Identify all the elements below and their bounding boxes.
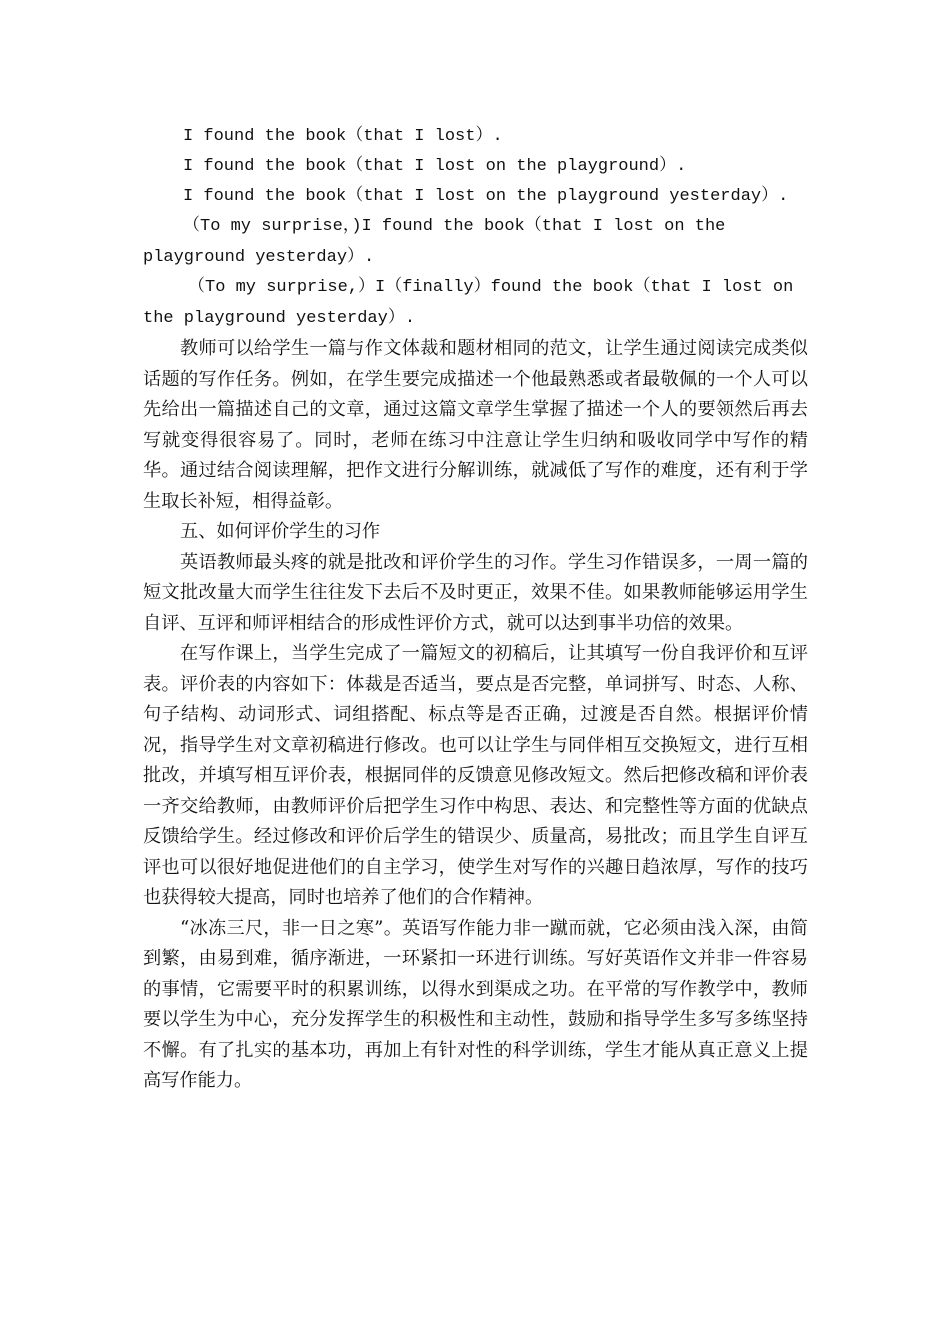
paragraph-conclusion: “冰冻三尺，非一日之寒”。英语写作能力非一蹴而就，它必须由浅入深，由简到繁，由易到难，循序渐进，一环紧扣一环进行训练。写好英语作文并非一件容易的事情，它需要平时的积累训练，以得水到渠成之功。在平常的写作教学中，教师要以学生为中心，充分发挥学生的积极性和主动性，鼓励和指导学生多写多练坚持不懈。有了扎实的基本功，再加上有针对性的科学训练，学生才能从真正意义上提高写作能力。 xyxy=(143,917,808,1091)
paragraph-model-essay: 教师可以给学生一篇与作文体裁和题材相同的范文，让学生通过阅读完成类似话题的写作任务。例如，在学生要完成描述一个他最熟悉或者最敬佩的一个人可以先给出一篇描述自己的文章，通过这篇文章学生掌握了描述一个人的要领然后再去写就变得很容易了。同时，老师在练习中注意让学生归纳和吸收同学中写作的精华。通过结合阅读理解，把作文进行分解训练，就减低了写作的难度，还有利于学生取长补短，相得益彰。 xyxy=(143,338,808,512)
example-sentence-2: I found the book（that I lost on the playground）. xyxy=(183,157,687,176)
document-body xyxy=(143,122,808,1097)
paragraph-evaluation-intro: 英语教师最头疼的就是批改和评价学生的习作。学生习作错误多，一周一篇的短文批改量大而学生往往发下去后不及时更正，效果不佳。如果教师能够运用学生自评、互评和师评相结合的形成性评价方式，就可以达到事半功倍的效果。 xyxy=(143,551,808,634)
example-sentence-4: （To my surprise，)I found the book（that I lost on the playground yesterday）. xyxy=(143,217,726,267)
section-heading-5: 五、如何评价学生的习作 xyxy=(180,521,381,542)
example-sentence-1: I found the book（that I lost）. xyxy=(183,127,503,146)
example-sentence-5: （To my surprise,）I（finally）found the book（that I lost on the playground yesterday）. xyxy=(143,278,794,328)
example-sentence-3: I found the book（that I lost on the playground yesterday）. xyxy=(183,187,789,206)
paragraph-evaluation-process: 在写作课上，当学生完成了一篇短文的初稿后，让其填写一份自我评价和互评表。评价表的内容如下：体裁是否适当，要点是否完整，单词拼写、时态、人称、句子结构、动词形式、词组搭配、标点等是否正确，过渡是否自然。根据评价情况，指导学生对文章初稿进行修改。也可以让学生与同伴相互交换短文，进行互相批改，并填写相互评价表，根据同伴的反馈意见修改短文。然后把修改稿和评价表一齐交给教师，由教师评价后把学生习作中构思、表达、和完整性等方面的优缺点反馈给学生。经过修改和评价后学生的错误少、质量高，易批改；而且学生自评互评也可以很好地促进他们的自主学习，使学生对写作的兴趣日趋浓厚，写作的技巧也获得较大提高，同时也培养了他们的合作精神。 xyxy=(143,643,808,908)
